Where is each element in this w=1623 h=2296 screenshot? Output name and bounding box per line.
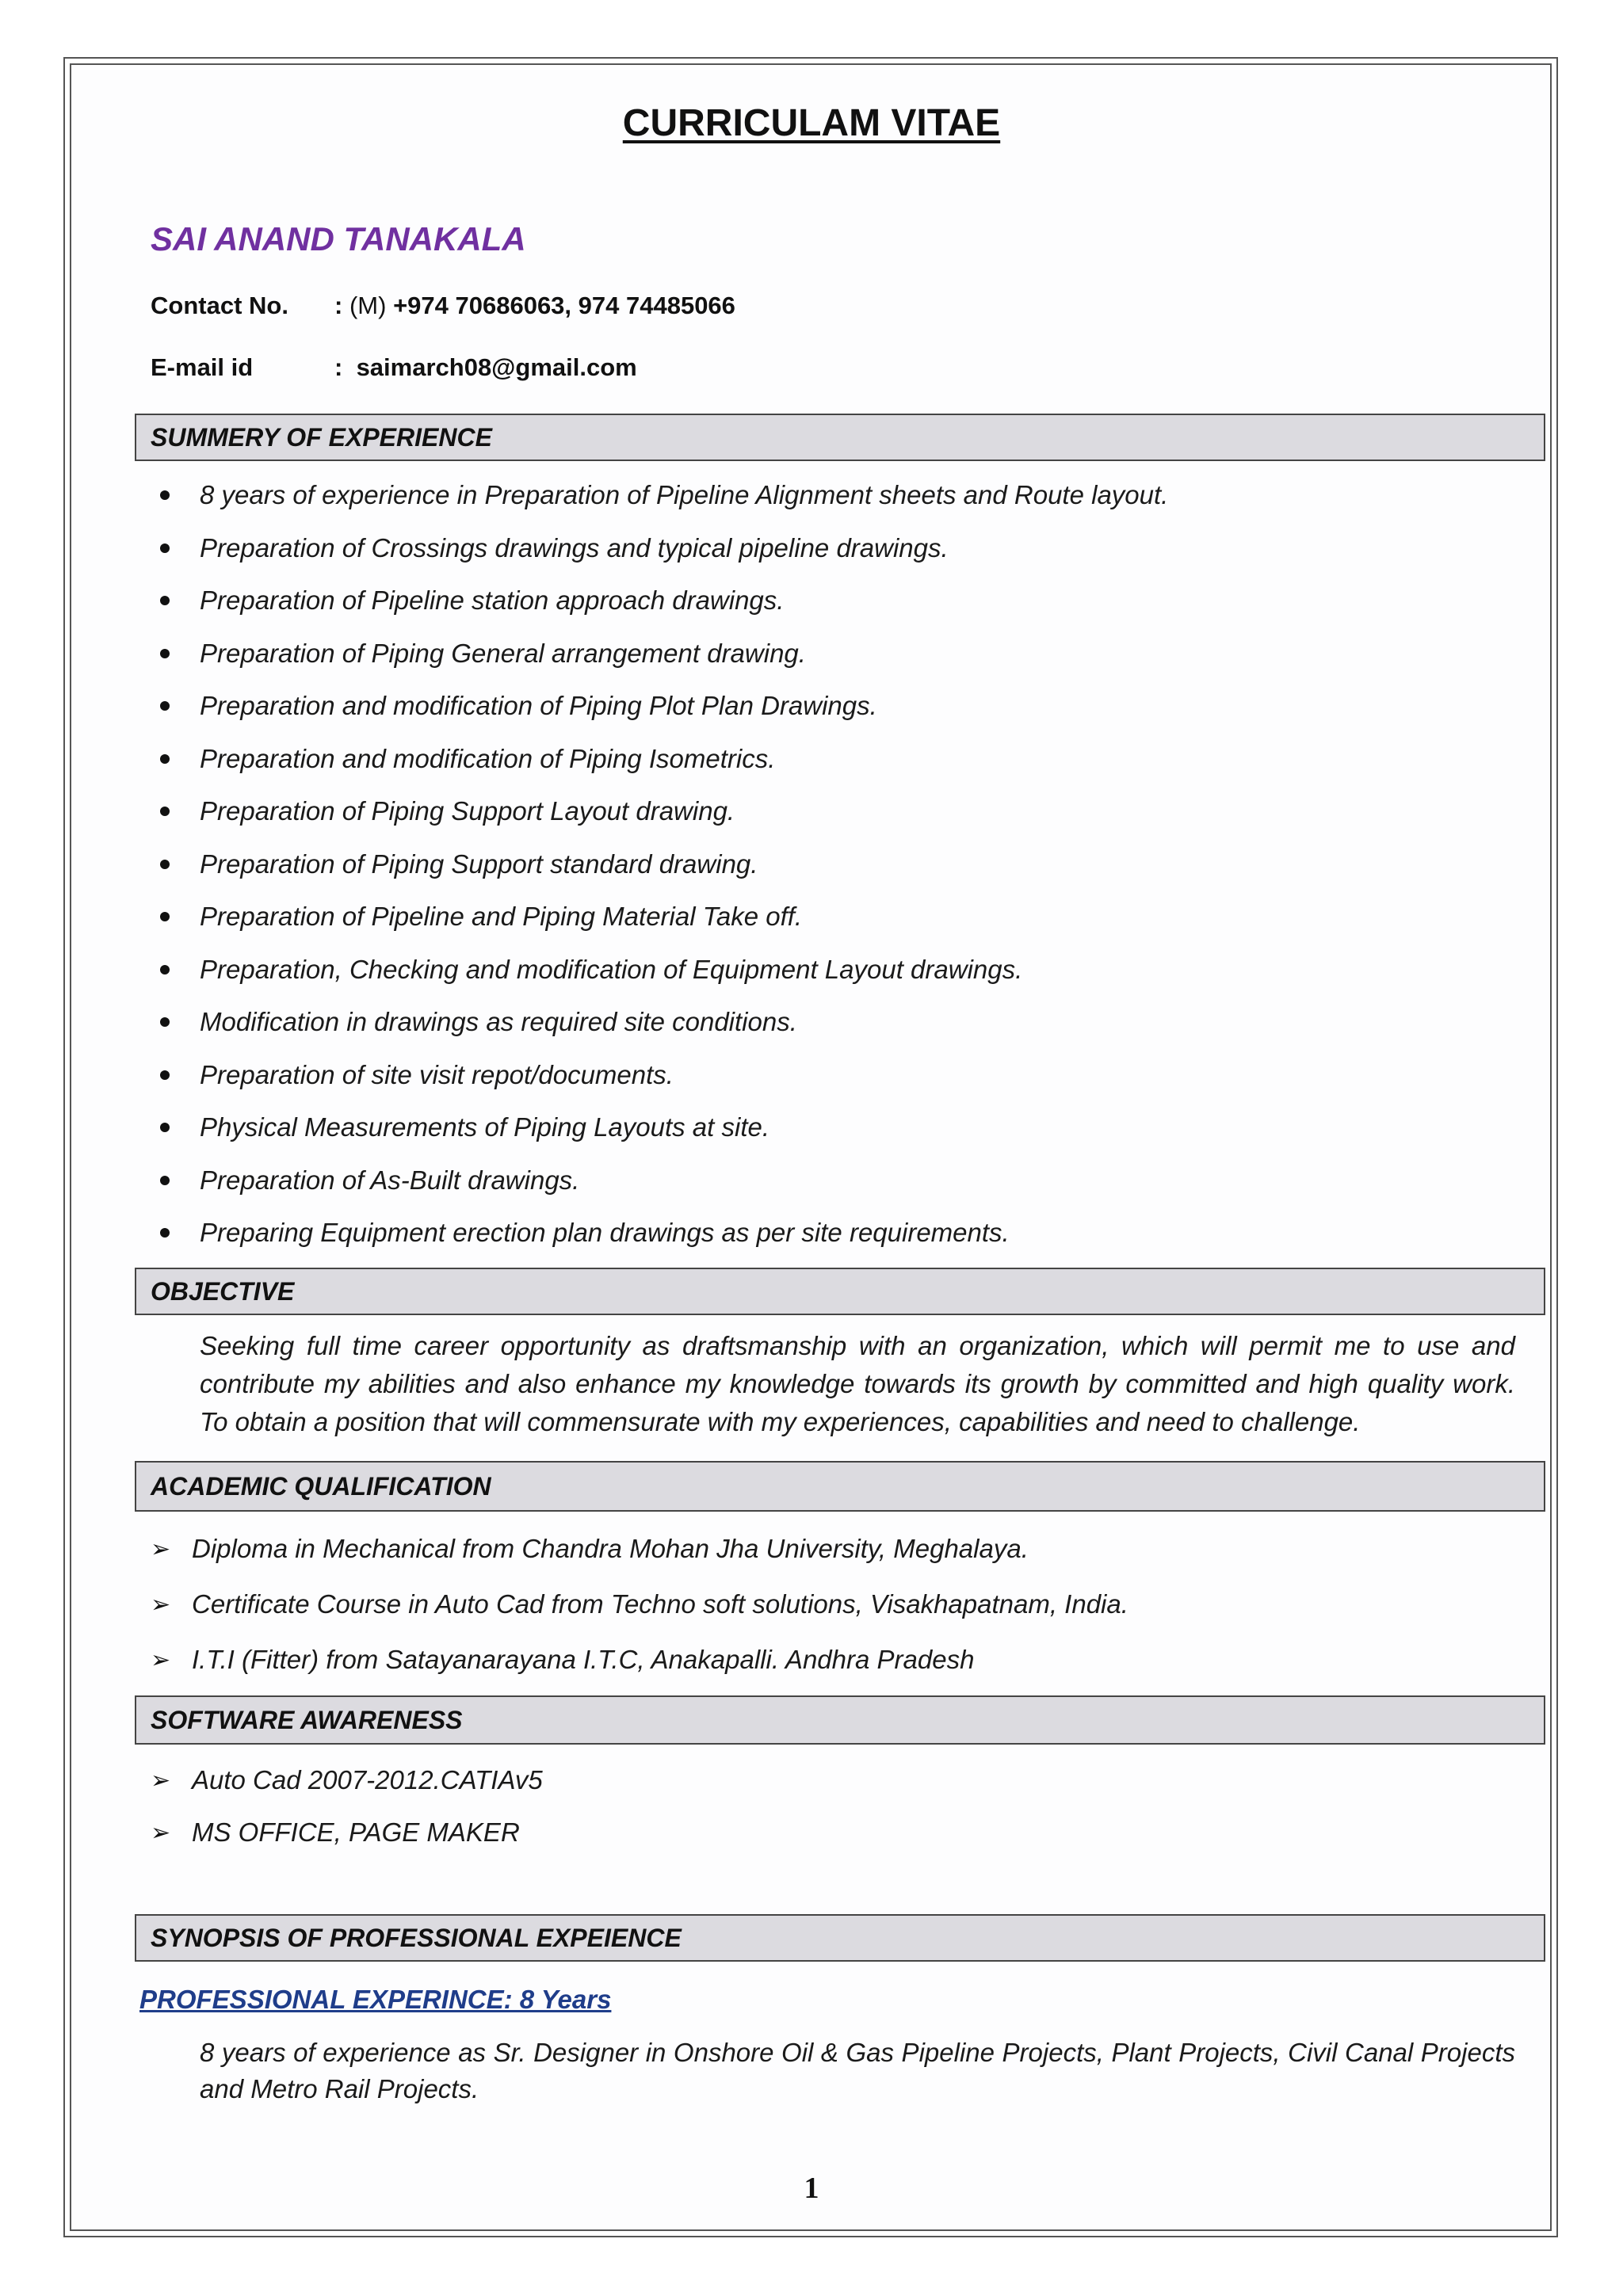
page-number: 1 <box>804 2172 819 2205</box>
arrow-bullet-icon: ➢ <box>151 1535 171 1562</box>
bullet-dot-icon <box>160 1123 170 1132</box>
contact-email-separator: : <box>334 353 343 381</box>
section-heading-academic: ACADEMIC QUALIFICATION <box>135 1461 1545 1512</box>
candidate-name: SAI ANAND TANAKALA <box>151 220 526 257</box>
bullet-dot-icon <box>160 1176 170 1185</box>
summary-item: Preparation of Pipeline station approach drawings. <box>158 574 1168 627</box>
bullet-dot-icon <box>160 596 170 605</box>
bullet-dot-icon <box>160 1070 170 1080</box>
summary-item: Preparation of Piping General arrangement drawing. <box>158 627 1168 681</box>
contact-phone-row <box>151 292 735 320</box>
contact-phone-value: +974 70686063, 974 74485066 <box>393 292 735 319</box>
arrow-bullet-icon: ➢ <box>151 1646 171 1673</box>
summary-item: Preparation and modification of Piping Plot Plan Drawings. <box>158 680 1168 733</box>
summary-item: Preparation of As-Built drawings. <box>158 1154 1168 1207</box>
academic-item: ➢ Certificate Course in Auto Cad from Techno soft solutions, Visakhapatnam, India. <box>151 1589 1128 1619</box>
summary-item: Modification in drawings as required site conditions. <box>158 996 1168 1049</box>
summary-item: Preparation and modification of Piping Isometrics. <box>158 733 1168 786</box>
contact-email-label: E-mail id <box>151 353 254 381</box>
section-heading-synopsis: SYNOPSIS OF PROFESSIONAL EXPEIENCE <box>135 1914 1545 1962</box>
experience-subheading: PROFESSIONAL EXPERINCE: 8 Years <box>139 1985 612 2014</box>
bullet-dot-icon <box>160 649 170 658</box>
software-item: ➢ Auto Cad 2007-2012.CATIAv5 <box>151 1765 543 1794</box>
contact-phone-separator: : <box>334 292 343 319</box>
section-heading-summary: SUMMERY OF EXPERIENCE <box>135 414 1545 461</box>
bullet-dot-icon <box>160 807 170 816</box>
academic-item: ➢ Diploma in Mechanical from Chandra Mohan Jha University, Meghalaya. <box>151 1534 1029 1563</box>
objective-text: Seeking full time career opportunity as draftsmanship with an organization, which will permit me to use and contribute my abilities and also enhance my knowledge towards its growth by committed and high quality work. To obtain a position that will commensurate with my experiences, capabilities and need to challenge. <box>200 1331 1515 1436</box>
bullet-dot-icon <box>160 965 170 974</box>
software-item: ➢ MS OFFICE, PAGE MAKER <box>151 1817 520 1847</box>
arrow-bullet-icon: ➢ <box>151 1819 171 1846</box>
bullet-dot-icon <box>160 543 170 553</box>
summary-list <box>158 469 1168 1260</box>
bullet-dot-icon <box>160 912 170 921</box>
summary-item: 8 years of experience in Preparation of Pipeline Alignment sheets and Route layout. <box>158 469 1168 522</box>
contact-email-row <box>151 353 637 382</box>
summary-item: Preparation of site visit repot/documents. <box>158 1049 1168 1102</box>
summary-item: Preparation of Piping Support Layout drawing. <box>158 785 1168 838</box>
academic-item: ➢ I.T.I (Fitter) from Satayanarayana I.T.C, Anakapalli. Andhra Pradesh <box>151 1645 975 1674</box>
summary-item: Preparation, Checking and modification of Equipment Layout drawings. <box>158 944 1168 997</box>
summary-item: Preparation of Crossings drawings and typical pipeline drawings. <box>158 522 1168 575</box>
contact-phone-label: Contact No. <box>151 292 288 319</box>
section-heading-objective: OBJECTIVE <box>135 1268 1545 1315</box>
contact-phone-prefix: (M) <box>349 292 387 319</box>
academic-list <box>151 1521 1128 1688</box>
summary-item: Preparing Equipment erection plan drawings as per site requirements. <box>158 1207 1168 1260</box>
bullet-dot-icon <box>160 860 170 869</box>
arrow-bullet-icon: ➢ <box>151 1767 171 1794</box>
summary-item: Physical Measurements of Piping Layouts at site. <box>158 1101 1168 1154</box>
bullet-dot-icon <box>160 490 170 500</box>
summary-item: Preparation of Piping Support standard drawing. <box>158 838 1168 891</box>
arrow-bullet-icon: ➢ <box>151 1591 171 1618</box>
bullet-dot-icon <box>160 1017 170 1027</box>
summary-item: Preparation of Pipeline and Piping Material Take off. <box>158 891 1168 944</box>
contact-email-value: saimarch08@gmail.com <box>356 353 637 381</box>
bullet-dot-icon <box>160 701 170 711</box>
bullet-dot-icon <box>160 1228 170 1238</box>
bullet-dot-icon <box>160 754 170 764</box>
experience-text: 8 years of experience as Sr. Designer in Onshore Oil & Gas Pipeline Projects, Plant Projects, Civil Canal Projects and Metro Rail Projects. <box>200 2038 1515 2103</box>
section-heading-software: SOFTWARE AWARENESS <box>135 1695 1545 1745</box>
software-list <box>151 1754 543 1859</box>
document-title: CURRICULAM VITAE <box>622 102 1001 144</box>
